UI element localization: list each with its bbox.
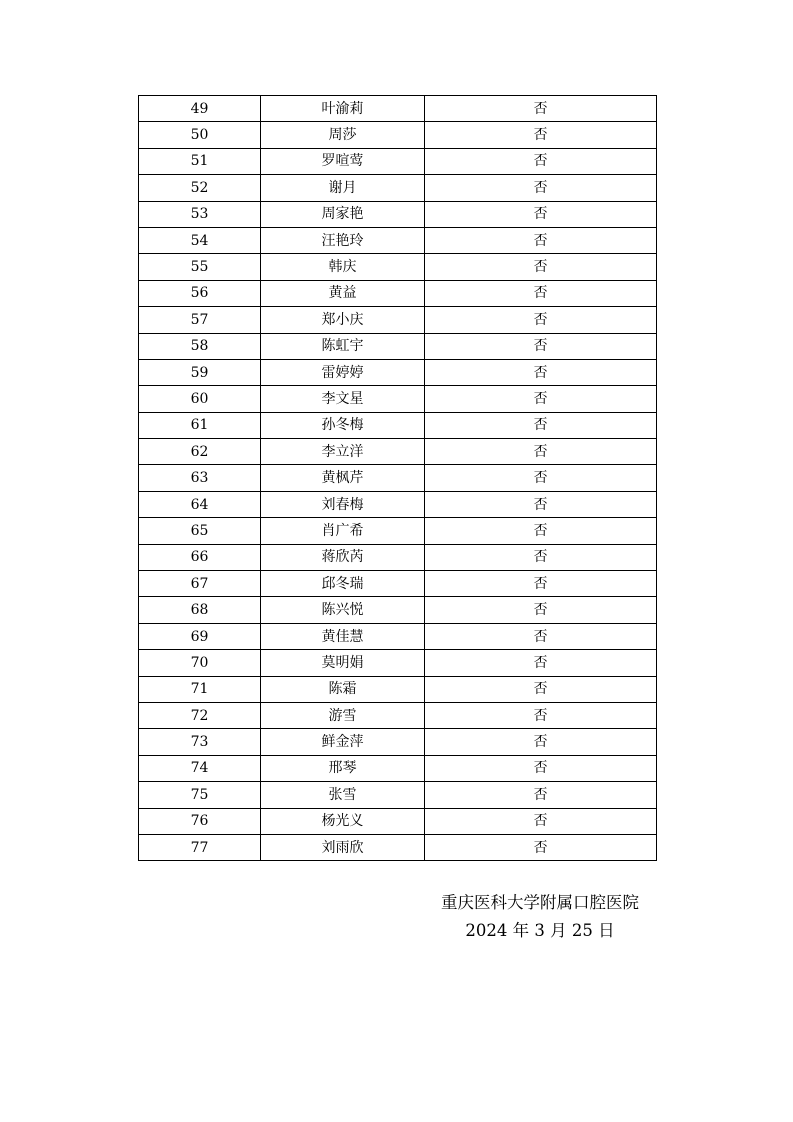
table-row [139, 491, 657, 517]
name-cell: 韩庆 [261, 254, 425, 280]
row-number-cell: 68 [139, 597, 261, 623]
status-cell: 否 [425, 518, 657, 544]
row-number-cell: 60 [139, 386, 261, 412]
status-cell: 否 [425, 702, 657, 728]
status-cell: 否 [425, 386, 657, 412]
table-row [139, 465, 657, 491]
name-cell: 杨光义 [261, 808, 425, 834]
status-cell: 否 [425, 254, 657, 280]
name-cell: 蒋欣芮 [261, 544, 425, 570]
table-row [139, 254, 657, 280]
name-cell: 周家艳 [261, 201, 425, 227]
table-row [139, 782, 657, 808]
name-cell: 汪艳玲 [261, 227, 425, 253]
table-row [139, 650, 657, 676]
table-row [139, 544, 657, 570]
table-row [139, 122, 657, 148]
status-cell: 否 [425, 359, 657, 385]
status-cell: 否 [425, 676, 657, 702]
name-cell: 陈虹宇 [261, 333, 425, 359]
status-cell: 否 [425, 782, 657, 808]
row-number-cell: 56 [139, 280, 261, 306]
name-cell: 陈兴悦 [261, 597, 425, 623]
table-row [139, 307, 657, 333]
table-row [139, 729, 657, 755]
name-cell: 游雪 [261, 702, 425, 728]
status-cell: 否 [425, 96, 657, 122]
table-row [139, 333, 657, 359]
issue-date: 2024 年 3 月 25 日 [465, 921, 615, 940]
status-cell: 否 [425, 122, 657, 148]
status-cell: 否 [425, 333, 657, 359]
name-cell: 孙冬梅 [261, 412, 425, 438]
row-number-cell: 61 [139, 412, 261, 438]
name-cell: 刘雨欣 [261, 834, 425, 860]
row-number-cell: 53 [139, 201, 261, 227]
name-cell: 莫明娟 [261, 650, 425, 676]
table-row [139, 386, 657, 412]
row-number-cell: 49 [139, 96, 261, 122]
name-cell: 邱冬瑞 [261, 571, 425, 597]
status-cell: 否 [425, 307, 657, 333]
table-row [139, 412, 657, 438]
status-cell: 否 [425, 227, 657, 253]
name-cell: 黄枫芹 [261, 465, 425, 491]
row-number-cell: 62 [139, 439, 261, 465]
name-cell: 李文星 [261, 386, 425, 412]
name-cell: 邢琴 [261, 755, 425, 781]
name-cell: 李立洋 [261, 439, 425, 465]
row-number-cell: 74 [139, 755, 261, 781]
name-cell: 鲜金萍 [261, 729, 425, 755]
name-cell: 陈霜 [261, 676, 425, 702]
status-cell: 否 [425, 623, 657, 649]
status-cell: 否 [425, 597, 657, 623]
row-number-cell: 57 [139, 307, 261, 333]
table-row [139, 623, 657, 649]
table-row [139, 201, 657, 227]
roster-table [138, 95, 657, 861]
name-cell: 周莎 [261, 122, 425, 148]
status-cell: 否 [425, 175, 657, 201]
row-number-cell: 58 [139, 333, 261, 359]
row-number-cell: 65 [139, 518, 261, 544]
row-number-cell: 75 [139, 782, 261, 808]
name-cell: 叶渝莉 [261, 96, 425, 122]
status-cell: 否 [425, 834, 657, 860]
name-cell: 郑小庆 [261, 307, 425, 333]
row-number-cell: 59 [139, 359, 261, 385]
name-cell: 黄佳慧 [261, 623, 425, 649]
name-cell: 谢月 [261, 175, 425, 201]
table-row [139, 175, 657, 201]
table-row [139, 702, 657, 728]
table-row [139, 359, 657, 385]
table-row [139, 96, 657, 122]
issuing-organization: 重庆医科大学附属口腔医院 [441, 893, 639, 912]
name-cell: 张雪 [261, 782, 425, 808]
name-cell: 肖广希 [261, 518, 425, 544]
row-number-cell: 54 [139, 227, 261, 253]
name-cell: 刘春梅 [261, 491, 425, 517]
table-row [139, 834, 657, 860]
name-cell: 罗喧莺 [261, 148, 425, 174]
status-cell: 否 [425, 808, 657, 834]
row-number-cell: 76 [139, 808, 261, 834]
status-cell: 否 [425, 491, 657, 517]
status-cell: 否 [425, 465, 657, 491]
table-row [139, 439, 657, 465]
roster-table-body [139, 96, 657, 861]
row-number-cell: 71 [139, 676, 261, 702]
table-row [139, 280, 657, 306]
status-cell: 否 [425, 412, 657, 438]
row-number-cell: 77 [139, 834, 261, 860]
status-cell: 否 [425, 201, 657, 227]
row-number-cell: 67 [139, 571, 261, 597]
status-cell: 否 [425, 755, 657, 781]
row-number-cell: 51 [139, 148, 261, 174]
name-cell: 雷婷婷 [261, 359, 425, 385]
table-row [139, 227, 657, 253]
row-number-cell: 69 [139, 623, 261, 649]
status-cell: 否 [425, 650, 657, 676]
row-number-cell: 55 [139, 254, 261, 280]
table-row [139, 571, 657, 597]
table-row [139, 676, 657, 702]
table-row [139, 518, 657, 544]
status-cell: 否 [425, 148, 657, 174]
row-number-cell: 50 [139, 122, 261, 148]
row-number-cell: 66 [139, 544, 261, 570]
status-cell: 否 [425, 544, 657, 570]
table-row [139, 597, 657, 623]
status-cell: 否 [425, 571, 657, 597]
row-number-cell: 64 [139, 491, 261, 517]
row-number-cell: 70 [139, 650, 261, 676]
table-row [139, 808, 657, 834]
status-cell: 否 [425, 729, 657, 755]
row-number-cell: 72 [139, 702, 261, 728]
status-cell: 否 [425, 439, 657, 465]
name-cell: 黄益 [261, 280, 425, 306]
status-cell: 否 [425, 280, 657, 306]
row-number-cell: 52 [139, 175, 261, 201]
table-row [139, 755, 657, 781]
table-row [139, 148, 657, 174]
row-number-cell: 63 [139, 465, 261, 491]
row-number-cell: 73 [139, 729, 261, 755]
